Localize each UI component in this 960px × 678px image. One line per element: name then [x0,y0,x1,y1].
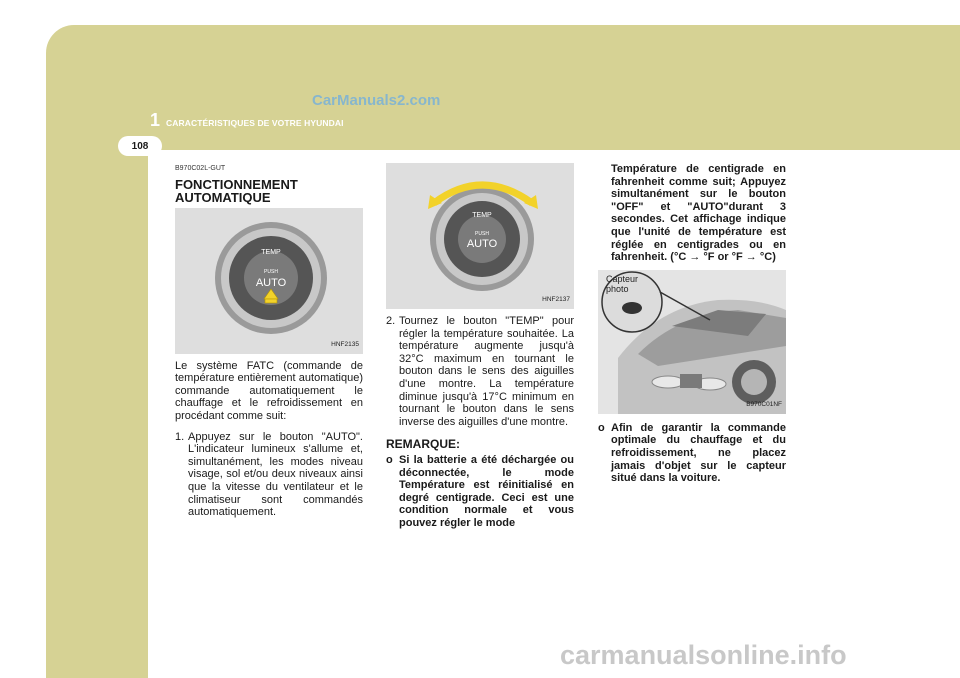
chapter-title: CARACTÉRISTIQUES DE VOTRE HYUNDAI [166,118,344,128]
column-1 [175,163,363,519]
page-number: 108 [118,136,162,156]
watermark-bottom[interactable]: carmanualsonline.info [560,640,847,670]
note-bullet: o [386,453,393,466]
side-band [46,150,148,678]
photo-sensor-icon [622,302,642,314]
note-continuation: Température de centigrade en fahrenheit comme suit; Appuyez simultanément sur le bouton "OFF" et "AUTO"durant 3 secondes. Cet affichage indique que l'unité de température est réglée en centigrades ou en fahrenheit. (°C → °F or °F → °C) [611,163,786,264]
watermark-top[interactable]: CarManuals2.com [312,92,441,109]
knob-temp-label: TEMP [472,212,492,219]
step-2 [386,315,574,428]
step-1-number: 1. [175,430,185,443]
knob-push-label: PUSH [264,268,278,275]
knob-push-label: PUSH [475,231,489,237]
note-text: Si la batterie a été déchargée ou déconnectée, le mode Température est réinitialisé en degré centigrade. Ceci est une condition normale et vous pouvez régler le mode [399,453,574,529]
knob-temp-label: TEMP [261,248,281,256]
figure-label: HNF2135 [331,341,359,348]
section-code: B970C02L-GUT [175,165,226,172]
sensor-label-line2: photo [606,283,629,294]
column-2 [386,163,574,530]
step-2-number: 2. [386,315,396,327]
step-2-text: Tournez le bouton "TEMP" pour régler la température souhaitée. La température augmente jusqu'à 32°C maximum en tournant le bouton dans le sens des aiguilles d'une montre. La température diminue jusqu'à 17°C minimum en tournant le bouton dans le sens inverse des aiguilles d'une montre. [399,315,574,428]
note-item [386,454,574,530]
temp-knob-illustration [386,163,574,309]
section-title: FONCTIONNEMENT AUTOMATIQUE [175,176,298,205]
note2-text: Afin de garantir la commande optimale du chauffage et du refroidissement, ne placez jamais d'objet sur le capteur situé dans la voiture. [611,421,786,485]
figure-label: B970C01NF [746,401,782,409]
step-1 [175,431,363,519]
column-3 [598,163,786,485]
figure-temp-knob [386,163,574,309]
sensor-label [606,274,638,294]
knob-auto-label: AUTO [255,276,287,289]
step-1-text: Appuyez sur le bouton "AUTO". L'indicateur lumineux s'allume et, simultanément, les modes niveau visage, sol et/ou deux niveaux ainsi que la vitesse du ventilateur et le climatiseur sont commandés automatiquement. [188,430,363,519]
auto-knob-illustration [175,208,363,354]
chapter-number: 1 [150,110,161,130]
knob-auto-label: AUTO [466,238,498,250]
figure-label: HNF2137 [542,296,570,304]
sensor-label-line1: Capteur [606,273,639,284]
figure-car-sensor [598,270,786,414]
note2-item [598,422,786,485]
remarque-heading: REMARQUE: [386,437,460,452]
header-band [46,25,960,154]
chapter-heading [150,110,344,131]
note2-bullet: o [598,421,605,434]
intro-paragraph: Le système FATC (commande de température entièrement automatique) commande automatiquement le chauffage et le refroidissement en procédant comme suit: [175,359,363,422]
figure-auto-button [175,208,363,354]
